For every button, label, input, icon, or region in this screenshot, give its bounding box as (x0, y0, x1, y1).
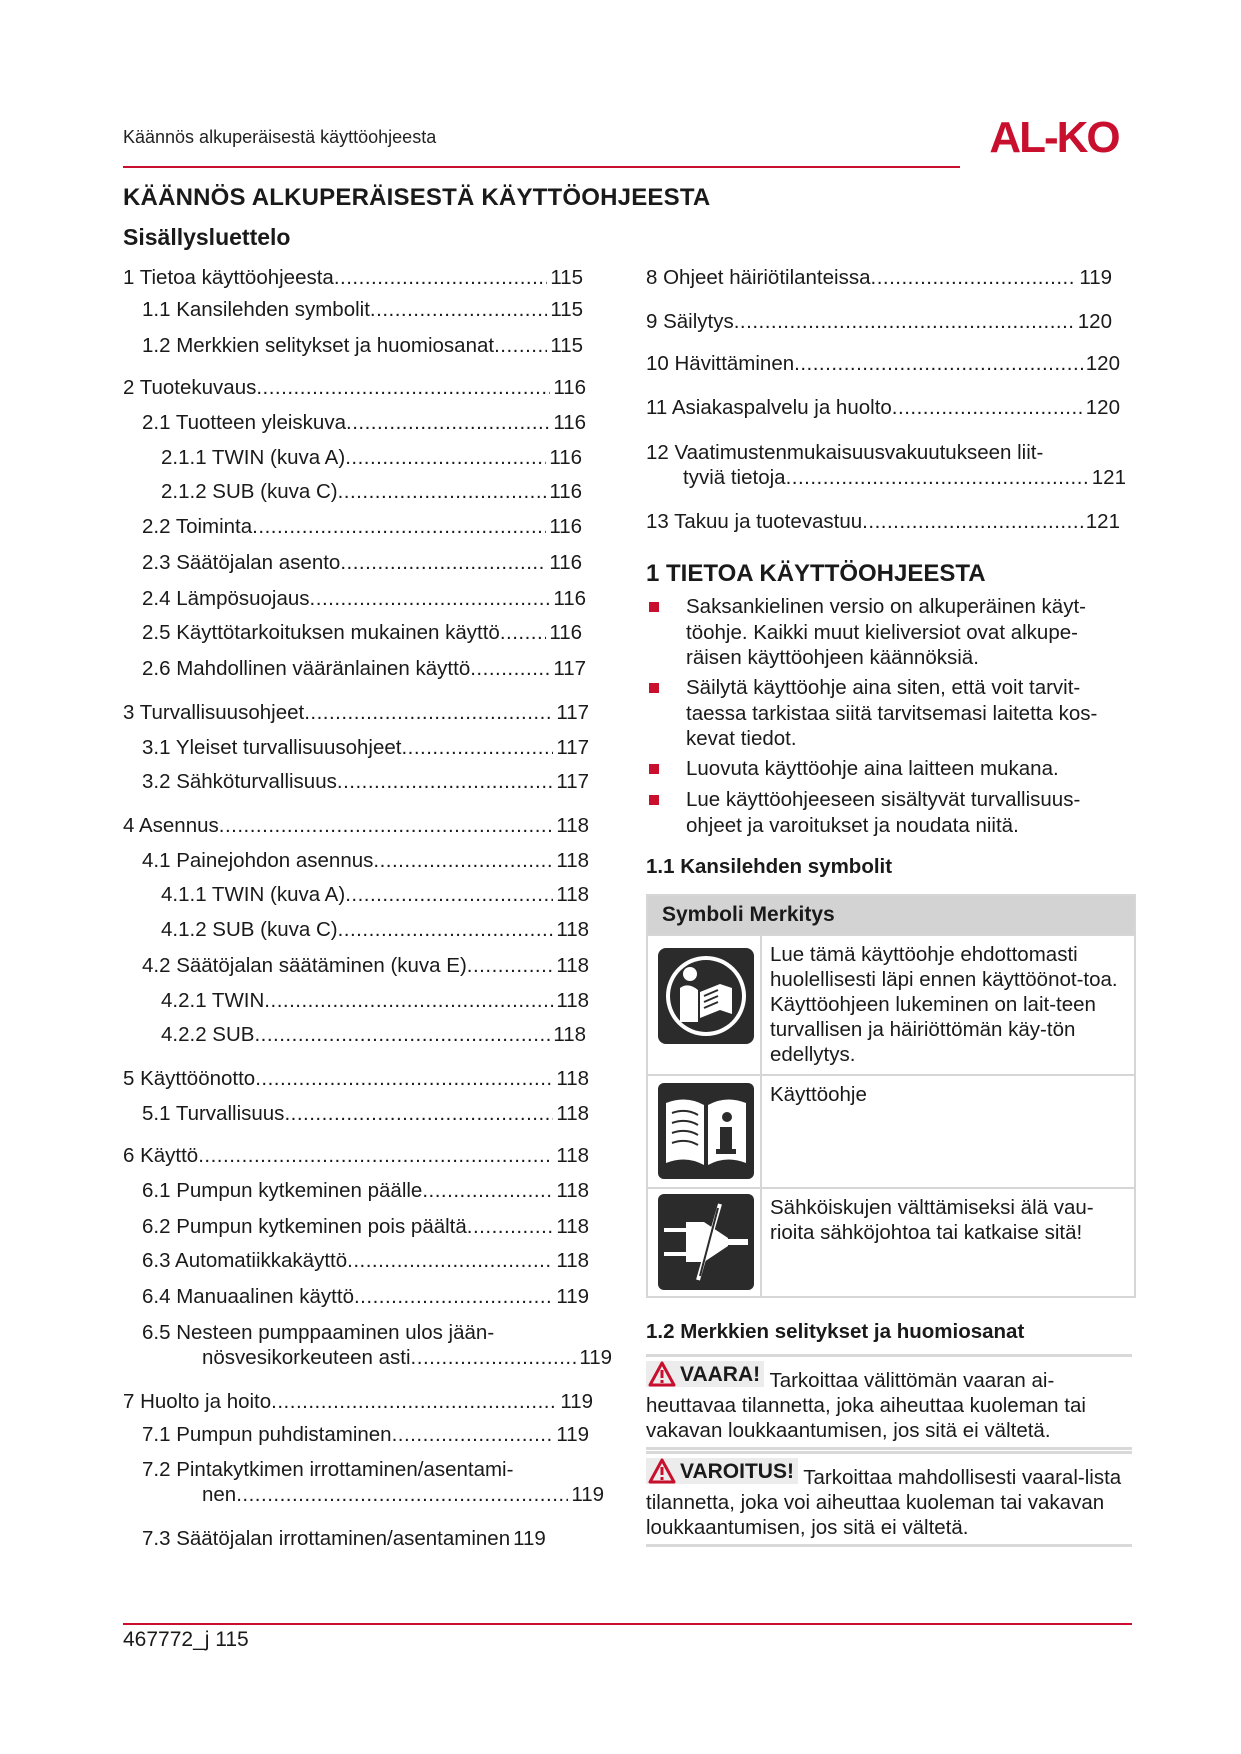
page-title: KÄÄNNÖS ALKUPERÄISESTÄ KÄYTTÖOHJEESTA (123, 184, 711, 211)
toc-entry[interactable]: 7.2 Pintakytkimen irrottaminen/asentami- nen ..... 119 (142, 1457, 604, 1507)
list-item: Saksankielinen versio on alkuperäinen käyt-töohje. Kaikki muut kieliversiot ovat alkupe-räisen käyttöohjeen käännöksiä. (646, 594, 1126, 671)
toc-entry[interactable]: 5.1 Turvallisuus ..... 118 (142, 1101, 589, 1126)
bullet-marker (649, 683, 659, 693)
toc-entry[interactable]: 6 Käyttö ..... 118 (123, 1143, 589, 1168)
table-row (648, 1074, 1134, 1187)
toc-entry[interactable]: 4.1 Painejohdon asennus ..... 118 (142, 848, 589, 873)
warning-text: Tarkoittaa mahdollisesti vaaral-lista tilannetta, joka voi aiheuttaa kuoleman tai vakavan loukkaantumisen, jos sitä ei vältetä. (646, 1466, 1122, 1539)
toc-entry[interactable]: 2.3 Säätöjalan asento ..... 116 (142, 550, 582, 575)
symbol-description: Lue tämä käyttöohje ehdottomasti huolellisesti läpi ennen käyttöönot-toa. Käyttöohjeen lukeminen on lait-teen turvallisen ja häiriöttömän käy-tön edellytys. (770, 943, 1118, 1066)
toc-entry[interactable]: 2.1.2 SUB (kuva C) ..... 116 (161, 479, 582, 504)
table-row (648, 934, 1134, 1074)
toc-entry[interactable]: 4.2 Säätöjalan säätäminen (kuva E) ..... 118 (142, 953, 589, 978)
read-manual-icon (658, 948, 754, 1044)
table-row (648, 1187, 1134, 1296)
toc-entry[interactable]: 11 Asiakaspalvelu ja huolto ..... 120 (646, 395, 1120, 420)
bullet-marker (649, 795, 659, 805)
table-header: Symboli Merkitys (648, 896, 1134, 934)
toc-entry[interactable]: 3.1 Yleiset turvallisuusohjeet ..... 117 (142, 735, 589, 760)
symbol-description: Käyttöohje (770, 1083, 867, 1106)
toc-entry[interactable]: 6.5 Nesteen pumppaaminen ulos jään- nösvesikorkeuteen asti ..... 119 (142, 1320, 612, 1370)
toc-entry[interactable]: 6.2 Pumpun kytkeminen pois päältä ..... 118 (142, 1214, 589, 1239)
toc-entry[interactable]: 6.1 Pumpun kytkeminen päälle ..... 118 (142, 1178, 589, 1203)
symbol-table (646, 894, 1136, 1298)
toc-entry[interactable]: 2.1 Tuotteen yleiskuva ..... 116 (142, 410, 586, 435)
section-heading: 1 TIETOA KÄYTTÖOHJEESTA (646, 560, 986, 587)
warning-triangle-icon (648, 1361, 676, 1387)
toc-entry[interactable]: 7.1 Pumpun puhdistaminen ..... 119 (142, 1422, 589, 1447)
list-item: Luovuta käyttöohje aina laitteen mukana. (646, 756, 1126, 782)
alko-logo-text: AL-KO (989, 113, 1119, 162)
list-item: Lue käyttöohjeeseen sisältyvät turvallisuus-ohjeet ja varoitukset ja noudata niitä. (646, 787, 1126, 838)
toc-entry[interactable]: 2.4 Lämpösuojaus ..... 116 (142, 586, 586, 611)
toc-entry[interactable]: 2 Tuotekuvaus ..... 116 (123, 375, 586, 400)
toc-entry[interactable]: 2.5 Käyttötarkoituksen mukainen käyttö ..... 116 (142, 620, 582, 645)
toc-entry[interactable]: 2.6 Mahdollinen vääränlainen käyttö ..... 117 (142, 656, 586, 681)
bullet-marker (649, 764, 659, 774)
bullet-marker (649, 602, 659, 612)
toc-entry[interactable]: 2.2 Toiminta ..... 116 (142, 514, 582, 539)
plug-icon (658, 1194, 754, 1290)
toc-entry[interactable]: 9 Säilytys ..... 120 (646, 309, 1112, 334)
toc-entry[interactable]: 1 Tietoa käyttöohjeesta ..... 115 (123, 265, 583, 290)
subsection-heading: 1.1 Kansilehden symbolit (646, 855, 893, 878)
toc-entry[interactable]: 4.2.2 SUB ..... 118 (161, 1022, 586, 1047)
footer-divider (123, 1623, 1132, 1625)
header-subtitle: Käännös alkuperäisestä käyttöohjeesta (123, 127, 437, 147)
toc-entry[interactable]: 4.1.2 SUB (kuva C) ..... 118 (161, 917, 589, 942)
toc-entry[interactable]: 7.3 Säätöjalan irrottaminen/asentaminen 119 (142, 1527, 546, 1550)
toc-entry[interactable]: 6.4 Manuaalinen käyttö ..... 119 (142, 1284, 589, 1309)
warning-notice (646, 1451, 1132, 1547)
warning-label: VAROITUS! (646, 1458, 798, 1484)
info-book-icon (658, 1083, 754, 1179)
toc-entry[interactable]: 10 Hävittäminen ..... 120 (646, 351, 1120, 376)
symbol-description: Sähköiskujen välttämiseksi älä vau-rioita sähköjohtoa tai katkaise sitä! (770, 1196, 1094, 1244)
toc-entry[interactable]: 1.1 Kansilehden symbolit ..... 115 (142, 297, 583, 322)
alko-logo (974, 112, 1134, 162)
header-divider (123, 166, 960, 168)
toc-entry[interactable]: 13 Takuu ja tuotevastuu ..... 121 (646, 509, 1120, 534)
footer-page-number: 467772_j 115 (123, 1628, 249, 1651)
toc-entry[interactable]: 7 Huolto ja hoito ..... 119 (123, 1389, 593, 1414)
danger-label: VAARA! (646, 1361, 764, 1387)
toc-entry[interactable]: 6.3 Automatiikkakäyttö ..... 118 (142, 1248, 589, 1273)
toc-title: Sisällysluettelo (123, 224, 291, 250)
toc-entry[interactable]: 4.1.1 TWIN (kuva A) ..... 118 (161, 882, 589, 907)
toc-entry[interactable]: 12 Vaatimustenmukaisuusvakuutukseen liit- tyviä tietoja ..... 121 (646, 440, 1126, 490)
toc-entry[interactable]: 1.2 Merkkien selitykset ja huomiosanat ..... 115 (142, 333, 583, 358)
toc-entry[interactable]: 3.2 Sähköturvallisuus ..... 117 (142, 769, 589, 794)
toc-entry[interactable]: 2.1.1 TWIN (kuva A) ..... 116 (161, 445, 582, 470)
danger-text: Tarkoittaa välittömän vaaran ai-heuttavaa tilannetta, joka aiheuttaa kuoleman tai vakavan loukkaantumisen, jos sitä ei vältetä. (646, 1369, 1086, 1442)
toc-entry[interactable]: 4 Asennus ..... 118 (123, 813, 589, 838)
toc-entry[interactable]: 8 Ohjeet häiriötilanteissa ..... 119 (646, 265, 1112, 290)
danger-notice (646, 1354, 1132, 1450)
subsection-heading: 1.2 Merkkien selitykset ja huomiosanat (646, 1320, 1025, 1343)
list-item: Säilytä käyttöohje aina siten, että voit tarvit-taessa tarkistaa siitä tarvitsemasi laitetta kos-kevat tiedot. (646, 675, 1126, 752)
toc-entry[interactable]: 3 Turvallisuusohjeet ..... 117 (123, 700, 589, 725)
warning-triangle-icon (648, 1458, 676, 1484)
toc-entry[interactable]: 5 Käyttöönotto ..... 118 (123, 1066, 589, 1091)
toc-entry[interactable]: 4.2.1 TWIN ..... 118 (161, 988, 589, 1013)
